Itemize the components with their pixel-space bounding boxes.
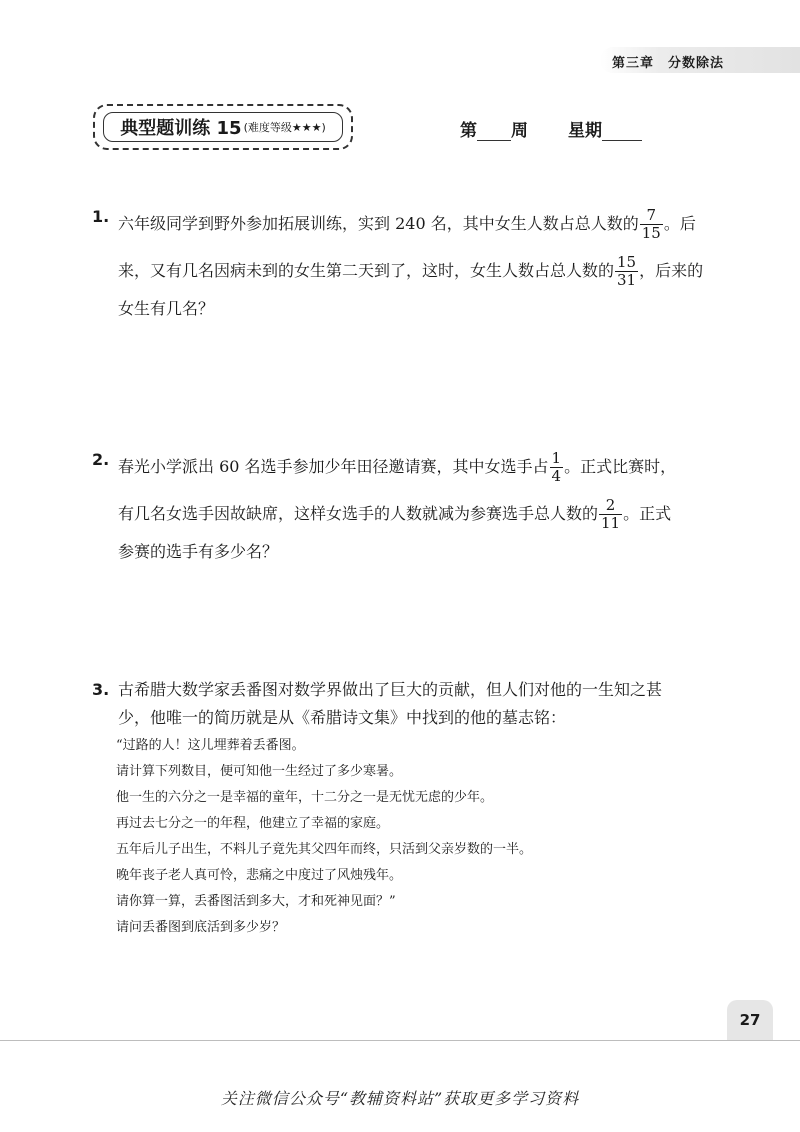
epitaph-line: 请计算下列数目，便可知他一生经过了多少寒暑。 [116,764,403,779]
fraction-numerator: 2 [599,497,622,515]
question-text: 有几名女选手因故缺席，这样女选手的人数就减为参赛选手总人数的 [118,504,599,523]
question-2-line-3 [118,542,278,562]
section-title-box [93,104,353,150]
question-text: 春光小学派出 60 名选手参加少年田径邀请赛，其中女选手占 [118,457,549,476]
fraction-numerator: 7 [640,207,663,225]
question-1-line-1 [92,206,696,242]
question-text: 少，他唯一的简历就是从《希腊诗文集》中找到的他的墓志铭： [118,708,567,727]
question-3-line-2 [118,708,566,728]
fraction-numerator: 1 [551,449,562,467]
question-text: 参赛的选手有多少名？ [118,542,279,561]
section-title-inner [103,112,343,142]
question-text: 女生有几名？ [118,299,215,318]
fraction-numerator: 15 [617,253,637,271]
section-title: 典型题训练 15 [120,118,242,139]
question-text: 。后 [663,214,696,233]
week-label-zhou: 周 [511,121,528,141]
question-text: 古希腊大数学家丢番图对数学界做出了巨大的贡献，但人们对他的一生知之甚 [118,680,663,699]
fraction [550,450,564,485]
question-3-ask: 请问丢番图到底活到多少岁？ [116,920,286,935]
question-2-number: 2. [92,450,110,469]
week-day-fill-in [460,116,642,141]
footer-note: 关注微信公众号“教辅资料站”获取更多学习资料 [220,1089,580,1108]
question-text: 来，又有几名因病未到的女生第二天到了，这时，女生人数占总人数的 [118,261,615,280]
fraction [599,497,622,532]
difficulty-level: (难度等级★★★) [243,121,326,134]
epitaph-line: 晚年丧子老人真可怜，悲痛之中度过了风烛残年。 [116,868,403,883]
fraction-denominator: 31 [617,271,637,289]
question-text: 。正式比赛时， [564,457,677,476]
weekday-label: 星期 [568,121,602,141]
question-1-number: 1. [92,207,110,226]
weekday-blank[interactable] [602,122,642,141]
question-2-line-1 [92,449,677,485]
epitaph-line: “过路的人！这儿埋葬着丢番图。 [116,738,305,753]
fraction-denominator: 15 [641,224,661,242]
question-text: 六年级同学到野外参加拓展训练，实到 240 名，其中女生人数占总人数的 [118,214,639,233]
fraction-denominator: 11 [601,514,621,532]
chapter-title: 第三章 分数除法 [612,56,725,71]
question-1-line-3 [118,299,214,319]
week-label-di: 第 [460,121,477,141]
epitaph-line: 再过去七分之一的年程，他建立了幸福的家庭。 [116,816,390,831]
bottom-divider [0,1040,800,1041]
fraction [615,254,638,289]
page-number: 27 [727,1000,773,1040]
fraction [640,207,663,242]
question-3-line-1 [92,680,663,700]
fraction-denominator: 4 [551,467,562,485]
epitaph-line: 他一生的六分之一是幸福的童年，十二分之一是无忧无虑的少年。 [116,790,494,805]
epitaph-line: 请你算一算，丢番图活到多大，才和死神见面？” [116,894,396,909]
week-blank[interactable] [477,122,511,141]
epitaph-line: 五年后儿子出生，不料儿子竟先其父四年而终，只活到父亲岁数的一半。 [116,842,533,857]
question-3-number: 3. [92,680,110,699]
question-2-line-2 [118,497,671,532]
question-text: 。正式 [623,504,672,523]
question-text: ，后来的 [639,261,704,280]
question-1-line-2 [118,254,703,289]
